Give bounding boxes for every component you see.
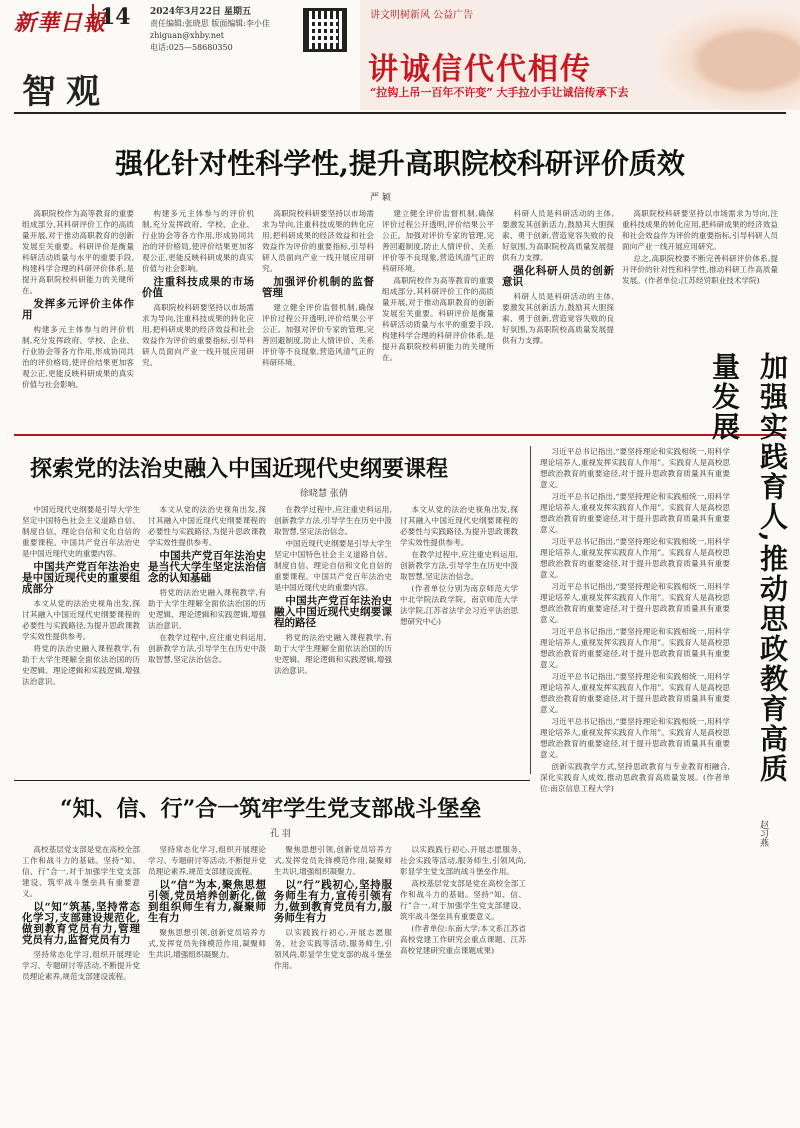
newspaper-logo: 新華日報 [14,10,107,36]
article4-col-2: 坚持常态化学习,组织开展理论学习、专题研讨等活动,不断提升党员理论素养,规范支部建设流程。 以“信”为本,聚焦思想引领,党员培养创新化,做到组织师生有力,凝聚师生有力 聚焦思想引领,创新党员培养方式,发挥党员先锋模范作用,凝聚师生共识,增强组织凝聚力。 [148,845,266,959]
article4-byline: 孔 羽 [270,829,291,839]
article1-subhead-1: 发挥多元评价主体作用 [22,298,134,321]
article1-col-2: 构建多元主体参与的评价机制,充分发挥政府、学校、企业、行业协会等各方作用,形成协同共治的评价格局,使评价结果更加客观公正,更能反映科研成果的真实价值与社会影响。 注重科技成果的市场价值 高职院校科研要坚持以市场需求为导向,注重科技成果的转化应用,把科研成果的经济效益和社会效益作为评价的重要指标,引导科研人员面向产业一线开展应用研究。 [142,209,254,367]
article2-col-1: 中国近现代史纲要是引导大学生坚定中国特色社会主义道路自信、制度自信、理论自信和文化自信的重要课程。中国共产党百年法治史是中国近现代史的重要内容。 中国共产党百年法治史是中国近现代史的重要组成部分 本文从党的法治史视角出发,探讨其融入中国近现代史纲要课程的必要性与实践路径,为提升思政课教学实效性提供参考。 将党的法治史融入课程教学,有助于大学生理解全面依法治国的历史逻辑、理论逻辑和实践逻辑,增强法治意识。 [22,505,140,686]
article2-col-4: 本文从党的法治史视角出发,探讨其融入中国近现代史纲要课程的必要性与实践路径,为提升思政课教学实效性提供参考。 在教学过程中,应注重史料运用,创新教学方法,引导学生在历史中汲取智慧,坚定法治信念。 (作者单位分别为南京师范大学中北学院法政学院、南京师范大学法学院,江苏省法学会习近平法治思想研究中心) [400,505,518,626]
article1-col-6: 高职院校科研要坚持以市场需求为导向,注重科技成果的转化应用,把科研成果的经济效益和社会效益作为评价的重要指标,引导科研人员面向产业一线开展应用研究。 总之,高职院校要不断完善科研评价体系,提升评价的针对性和科学性,推动科研工作高质量发展。(作者单位:江苏经贸职业技术学院) [622,209,778,285]
editor-info: 责任编辑:张晓思 版面编辑:李小佳 [150,19,270,28]
ad-title: 讲诚信代代相传 [368,52,592,87]
section-divider-1 [14,434,786,436]
article4-subhead-1: 以“知”筑基,坚持常态化学习,支部建设规范化,做到教育党员有力,管理党员有力,监督党员有力 [22,901,140,946]
article1-title: 强化针对性科学性,提升高职院校科研评价质效 [115,147,685,180]
article3-byline: 赵习燕 [758,820,768,847]
ad-tag: 讲文明树新风 公益广告 [370,10,474,21]
article2-col-3: 在教学过程中,应注重史料运用,创新教学方法,引导学生在历史中汲取智慧,坚定法治信念。 中国近现代史纲要是引导大学生坚定中国特色社会主义道路自信、制度自信、理论自信和文化自信的重要课程。中国共产党百年法治史是中国近现代史的重要内容。 中国共产党百年法治史融入中国近现代史纲要课程的路径 将党的法治史融入课程教学,有助于大学生理解全面依法治国的历史逻辑、理论逻辑和实践逻辑,增强法治意识。 [274,505,392,675]
section-divider-2 [14,780,530,781]
issue-date: 2024年3月22日 星期五 [150,7,251,17]
column-divider [530,446,531,774]
article1-col-4: 建立健全评价监督机制,确保评价过程公开透明,评价结果公平公正。加强对评价专家的管理,完善回避制度,防止人情评价、关系评价等不良现象,营造风清气正的科研环境。 高职院校作为高等教育的重要组成部分,其科研评价工作的高质量开展,对于推动高职教育的创新发展至关重要。科研评价是衡量科研活动质量与水平的重要手段,构建科学合理的科研评价体系,是提升高职院校科研能力的关键所在。 [382,209,494,362]
phone-info: 电话:025—58680350 [150,43,233,52]
article2-byline: 徐晓慧 张倩 [300,489,348,499]
article2-subhead-1: 中国共产党百年法治史是中国近现代史的重要组成部分 [22,561,140,595]
article4-subhead-3: 以“行”践初心,坚持服务师生有力,宣传引领有力,做到教育党员有力,服务师生有力 [274,879,392,924]
article1-byline: 严 颖 [370,193,391,203]
page-meta [150,6,290,54]
article1-col-5: 科研人员是科研活动的主体,要激发其创新活力,鼓励其大胆探索、勇于创新,营造宽容失败的良好氛围,为高职院校高质量发展提供有力支撑。 强化科研人员的创新意识 科研人员是科研活动的主体,要激发其创新活力,鼓励其大胆探索、勇于创新,营造宽容失败的良好氛围,为高职院校高质量发展提供有力支撑。 [502,209,614,345]
article2-subhead-3: 中国共产党百年法治史融入中国近现代史纲要课程的路径 [274,595,392,629]
pinky-promise-hands-image [640,0,800,110]
article1-subhead-2: 注重科技成果的市场价值 [142,276,254,299]
article4-subhead-2: 以“信”为本,聚焦思想引领,党员培养创新化,做到组织师生有力,凝聚师生有力 [148,879,266,924]
article4-title: “知、信、行”合一筑牢学生党支部战斗堡垒 [60,796,482,822]
page-number: 14 [92,4,131,30]
article4-col-1: 高校基层党支部是党在高校全部工作和战斗力的基础。坚持“知、信、行”合一,对于加强学生党支部建设、筑牢战斗堡垒具有重要意义。 以“知”筑基,坚持常态化学习,支部建设规范化,做到教育党员有力,管理党员有力,监督党员有力 坚持常态化学习,组织开展理论学习、专题研讨等活动,不断提升党员理论素养,规范支部建设流程。 [22,845,140,981]
qr-code-icon[interactable] [303,8,347,52]
article3-body: 习近平总书记指出,“要坚持理论和实践相统一,用科学理论培养人,重视发挥实践育人作用”。实践育人是高校思想政治教育的重要途径,对于提升思政教育质量具有重要意义。 习近平总书记指出,“要坚持理论和实践相统一,用科学理论培养人,重视发挥实践育人作用”。实践育人是高校思想政治教育的重要途径,对于提升思政教育质量具有重要意义。 习近平总书记指出,“要坚持理论和实践相统一,用科学理论培养人,重视发挥实践育人作用”。实践育人是高校思想政治教育的重要途径,对于提升思政教育质量具有重要意义。 习近平总书记指出,“要坚持理论和实践相统一,用科学理论培养人,重视发挥实践育人作用”。实践育人是高校思想政治教育的重要途径,对于提升思政教育质量具有重要意义。 习近平总书记指出,“要坚持理论和实践相统一,用科学理论培养人,重视发挥实践育人作用”。实践育人是高校思想政治教育的重要途径,对于提升思政教育质量具有重要意义。 习近平总书记指出,“要坚持理论和实践相统一,用科学理论培养人,重视发挥实践育人作用”。实践育人是高校思想政治教育的重要途径,对于提升思政教育质量具有重要意义。 习近平总书记指出,“要坚持理论和实践相统一,用科学理论培养人,重视发挥实践育人作用”。实践育人是高校思想政治教育的重要途径,对于提升思政教育质量具有重要意义。 创新实践教学方式,坚持思政教育与专业教育相融合,深化实践育人成效,推动思政教育高质量发展。(作者单位:南京信息工程大学) [540,447,730,793]
ad-subtitle: “拉钩上吊一百年不许变” 大手拉小手让诚信传承下去 [370,86,629,99]
article2-subhead-2: 中国共产党百年法治史是当代大学生坚定法治信念的认知基础 [148,550,266,584]
email-info: zhiguan@xhby.net [150,31,225,40]
article4-col-4: 以实践践行初心,开展志愿服务、社会实践等活动,服务师生,引领风尚,彰显学生党支部的战斗堡垒作用。 高校基层党支部是党在高校全部工作和战斗力的基础。坚持“知、信、行”合一,对于加强学生党支部建设、筑牢战斗堡垒具有重要意义。 (作者单位:东南大学;本文系江苏省高校党建工作研究会重点课题、江苏高校党建研究重点课题成果) [400,845,526,955]
article1-col-1: 高职院校作为高等教育的重要组成部分,其科研评价工作的高质量开展,对于推动高职教育的创新发展至关重要。科研评价是衡量科研活动质量与水平的重要手段,构建科学合理的科研评价体系,是提升高职院校科研能力的关键所在。 发挥多元评价主体作用 构建多元主体参与的评价机制,充分发挥政府、学校、企业、行业协会等各方作用,形成协同共治的评价格局,使评价结果更加客观公正,更能反映科研成果的真实价值与社会影响。 [22,209,134,389]
top-rule [14,112,786,114]
article2-title: 探索党的法治史融入中国近现代史纲要课程 [30,456,449,482]
article3-title: 加强实践育人,推动思政教育高质量发展 [708,352,789,784]
article1-col-3: 高职院校科研要坚持以市场需求为导向,注重科技成果的转化应用,把科研成果的经济效益和社会效益作为评价的重要指标,引导科研人员面向产业一线开展应用研究。 加强评价机制的监督管理 建立健全评价监督机制,确保评价过程公开透明,评价结果公平公正。加强对评价专家的管理,完善回避制度,防止人情评价、关系评价等不良现象,营造风清气正的科研环境。 [262,209,374,367]
article2-col-2: 本文从党的法治史视角出发,探讨其融入中国近现代史纲要课程的必要性与实践路径,为提升思政课教学实效性提供参考。 中国共产党百年法治史是当代大学生坚定法治信念的认知基础 将党的法治史融入课程教学,有助于大学生理解全面依法治国的历史逻辑、理论逻辑和实践逻辑,增强法治意识。 在教学过程中,应注重史料运用,创新教学方法,引导学生在历史中汲取智慧,坚定法治信念。 [148,505,266,664]
article4-col-3: 聚焦思想引领,创新党员培养方式,发挥党员先锋模范作用,凝聚师生共识,增强组织凝聚力。 以“行”践初心,坚持服务师生有力,宣传引领有力,做到教育党员有力,服务师生有力 以实践践行初心,开展志愿服务、社会实践等活动,服务师生,引领风尚,彰显学生党支部的战斗堡垒作用。 [274,845,392,970]
article1-subhead-4: 强化科研人员的创新意识 [502,265,614,288]
article1-subhead-3: 加强评价机制的监督管理 [262,276,374,299]
section-title: 智观 [22,72,110,112]
